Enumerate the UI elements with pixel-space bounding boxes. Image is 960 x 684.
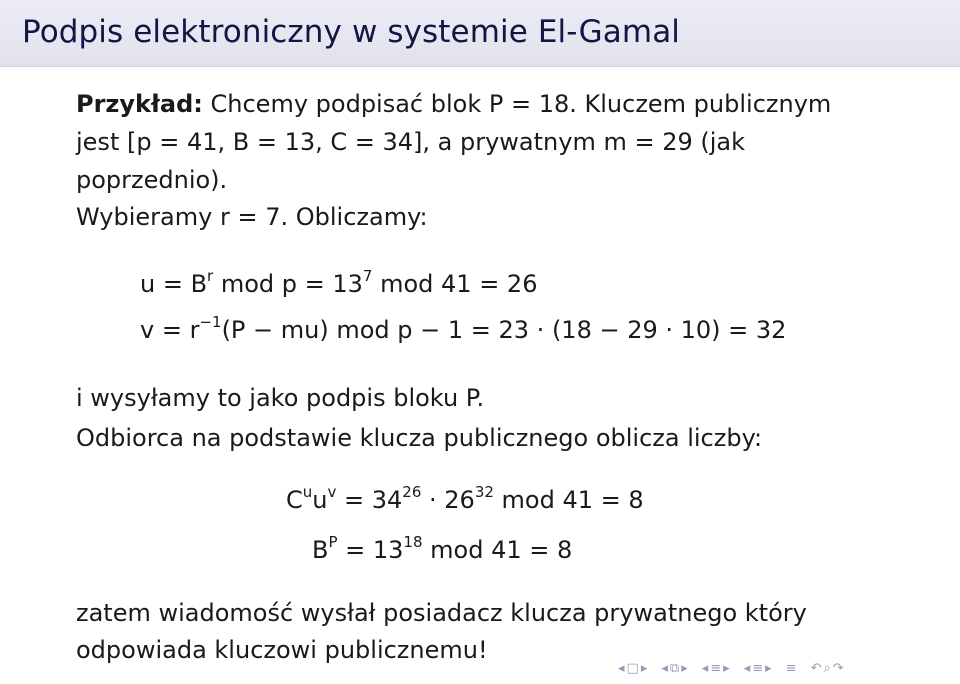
- eq1-suffix: mod 41 = 26: [372, 270, 538, 298]
- nav-doc-right-icon[interactable]: ▸: [765, 660, 772, 676]
- nav-back-icon[interactable]: ↶: [810, 660, 822, 676]
- slide-title-bar: [0, 0, 960, 67]
- nav-section-right-icon[interactable]: ▸: [723, 660, 730, 676]
- intro-line-3: poprzednio).: [76, 166, 228, 194]
- eq4-sup-p: P: [328, 533, 338, 551]
- nav-align-icon[interactable]: ≡: [785, 660, 797, 676]
- eq1-sup-r: r: [207, 267, 214, 285]
- intro-line-1: [76, 90, 831, 118]
- eq3-d: · 26: [421, 486, 475, 514]
- eq3-sup-u: u: [302, 483, 313, 501]
- receiver-line: Odbiorca na podstawie klucza publicznego oblicza liczby:: [76, 424, 763, 452]
- eq3-sup-v: v: [327, 483, 337, 501]
- eq3-b: u: [312, 486, 328, 514]
- eq4-a: B: [312, 536, 329, 564]
- nav-frame-box-icon[interactable]: □: [626, 660, 639, 676]
- nav-subsection-icon[interactable]: ⧉: [669, 660, 680, 676]
- nav-forward-icon[interactable]: ↷: [832, 660, 844, 676]
- eq3-sup-26: 26: [402, 483, 422, 501]
- eq3-sup-32: 32: [474, 483, 494, 501]
- example-label: Przykład:: [76, 90, 203, 118]
- slide-title: Podpis elektroniczny w systemie El-Gamal: [22, 14, 681, 50]
- eq1-prefix: u = B: [140, 270, 208, 298]
- nav-frame-right-icon[interactable]: ▸: [640, 660, 648, 676]
- conclusion-line-1: zatem wiadomość wysłał posiadacz klucza prywatnego który: [76, 599, 807, 627]
- sent-line: i wysyłamy to jako podpis bloku P.: [76, 384, 485, 412]
- equation-verify-bp: [312, 533, 573, 564]
- eq2-suffix: (P − mu) mod p − 1 = 23 · (18 − 29 · 10) = 32: [221, 316, 787, 344]
- nav-section-icon[interactable]: ≡: [710, 660, 722, 676]
- beamer-navigation: [618, 658, 853, 678]
- eq4-b: = 13: [337, 536, 404, 564]
- intro-line-4: Wybieramy r = 7. Obliczamy:: [76, 203, 428, 231]
- nav-frame-left-icon[interactable]: ◂: [618, 660, 625, 676]
- nav-subsection-right-icon[interactable]: ▸: [681, 660, 688, 676]
- intro-line-1-text: Chcemy podpisać blok P = 18. Kluczem publicznym: [202, 90, 832, 118]
- conclusion-line-2: odpowiada kluczowi publicznemu!: [76, 636, 488, 664]
- equation-v: [140, 313, 787, 344]
- eq1-sup-7: 7: [362, 267, 373, 285]
- eq3-a: C: [286, 486, 303, 514]
- nav-doc-icon[interactable]: ≡: [752, 660, 764, 676]
- eq4-c: mod 41 = 8: [422, 536, 573, 564]
- intro-line-2: jest [p = 41, B = 13, C = 34], a prywatnym m = 29 (jak: [76, 128, 746, 156]
- eq3-c: = 34: [336, 486, 403, 514]
- nav-subsection-left-icon[interactable]: ◂: [661, 660, 668, 676]
- eq2-prefix: v = r: [140, 316, 200, 344]
- equation-u: [140, 267, 538, 298]
- nav-section-left-icon[interactable]: ◂: [701, 660, 709, 676]
- eq1-mid: mod p = 13: [213, 270, 363, 298]
- eq2-sup-inverse: −1: [199, 313, 222, 331]
- eq3-e: mod 41 = 8: [493, 486, 644, 514]
- eq4-sup-18: 18: [403, 533, 423, 551]
- nav-doc-left-icon[interactable]: ◂: [743, 660, 751, 676]
- nav-search-icon[interactable]: ⌕: [823, 660, 831, 676]
- equation-verify-cu: [286, 483, 644, 514]
